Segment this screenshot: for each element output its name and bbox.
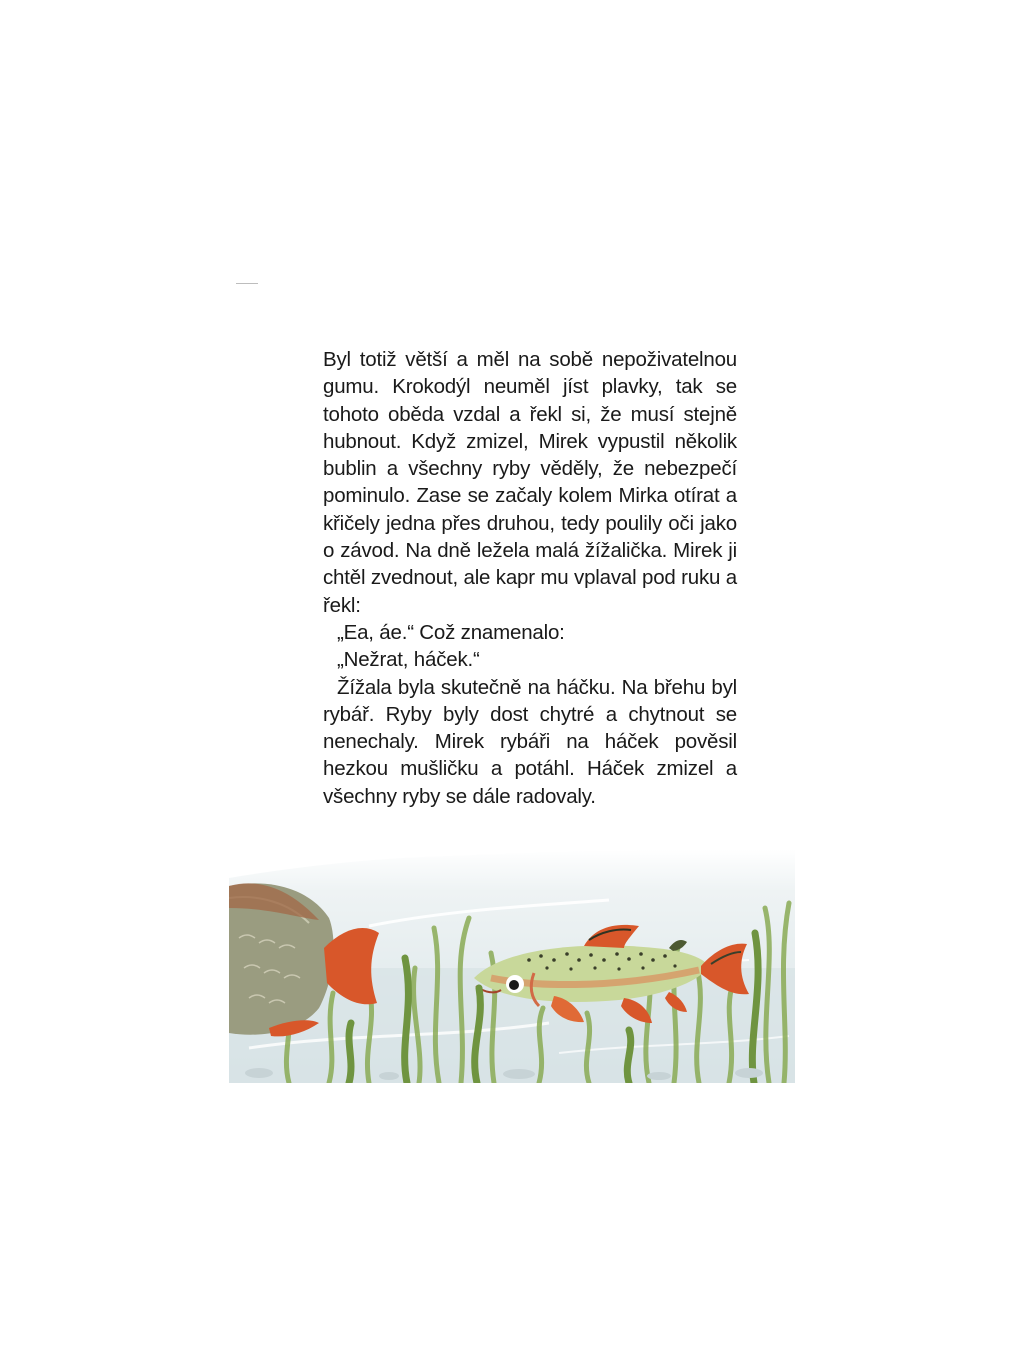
paragraph: Žížala byla skutečně na háčku. Na břehu byl rybář. Ryby byly dost chytré a chytnout se nenechaly. Mirek rybáři na háček pověsil hezkou mušličku a potáhl. Háček zmizel a všechny ryby se dále radovaly. [323,675,737,808]
story-text [323,346,737,810]
underwater-illustration [229,848,795,1083]
underwater-scene [229,848,795,1083]
paragraph: Byl totiž větší a měl na sobě nepoživatelnou gumu. Krokodýl neuměl jíst plavky, tak se tohoto oběda vzdal a řekl si, že musí stejně hubnout. Když zmizel, Mirek vypustil několik bublin a všechny ryby věděly, že nebezpečí pominulo. Zase se začaly kolem Mirka otírat a křičely jedna přes druhou, tedy poulily oči jako o závod. Na dně ležela malá žížalička. Mirek ji chtěl zvednout, ale kapr mu vplaval pod ruku a řekl: [323,348,737,617]
crop-mark [236,283,258,284]
paragraph: „Nežrat, háček.“ [337,648,480,672]
paragraph: „Ea, áe.“ Což znamenalo: [337,620,565,644]
